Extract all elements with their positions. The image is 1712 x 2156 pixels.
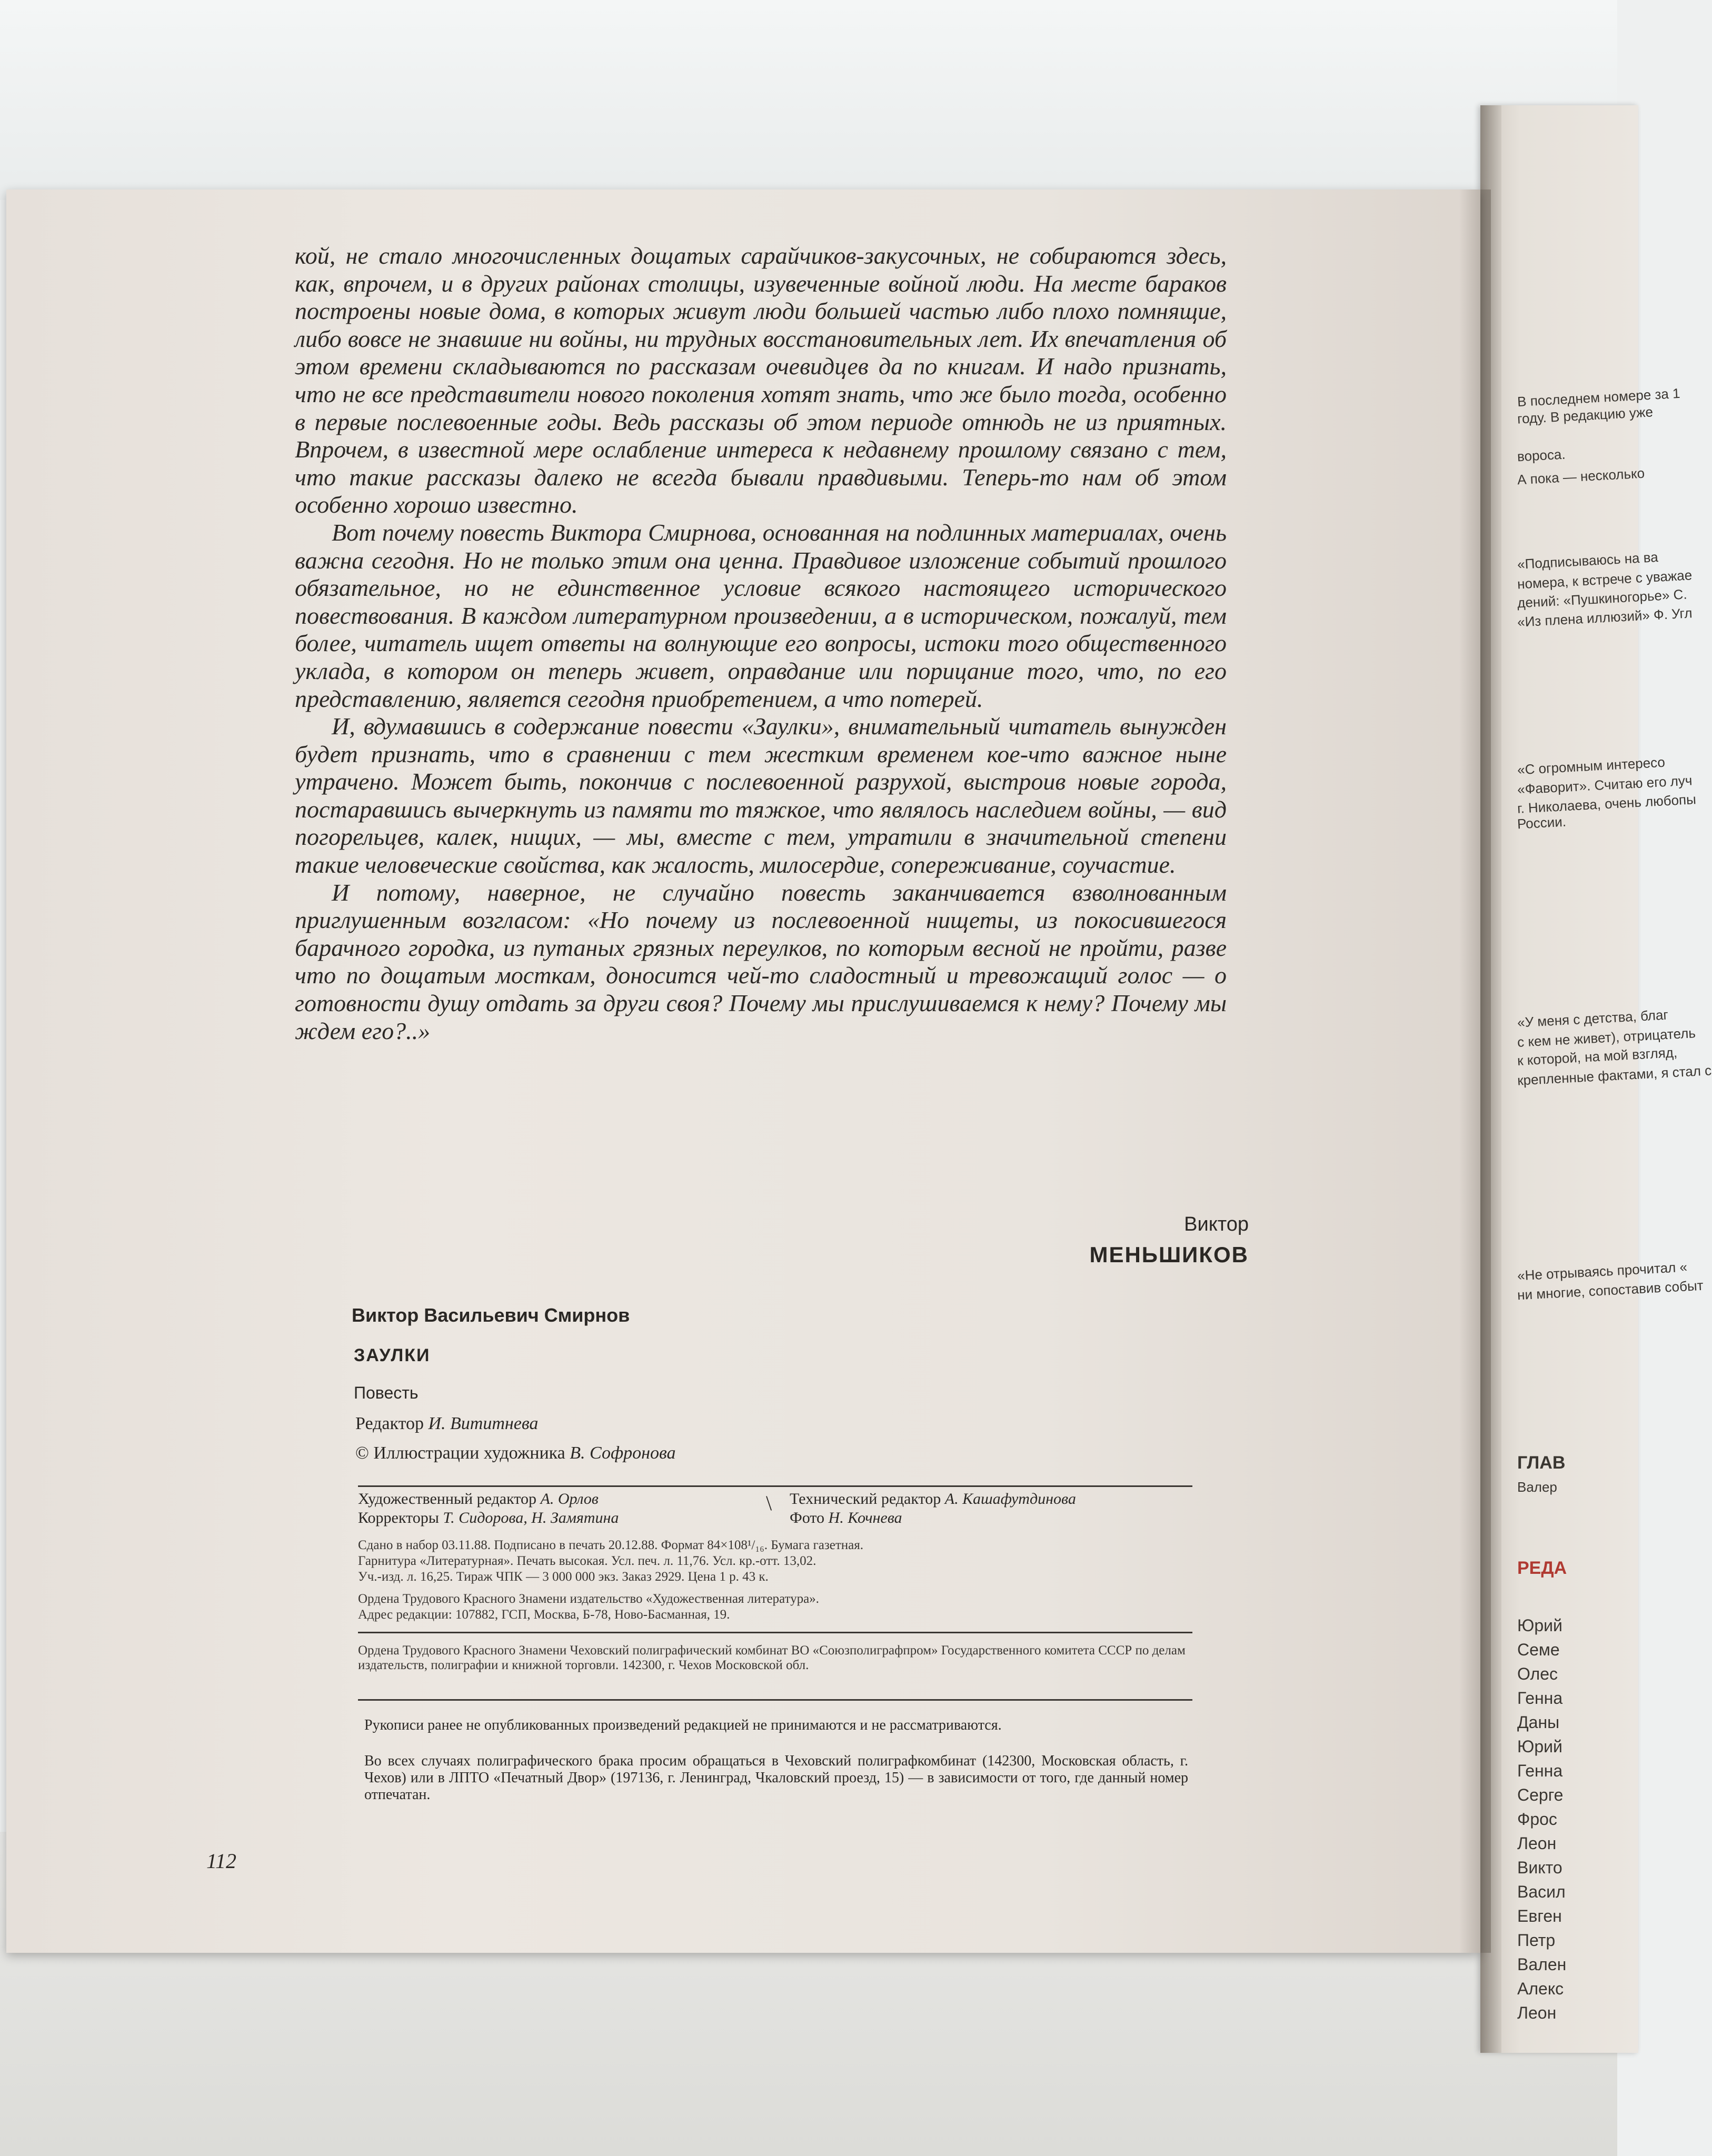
facing-page-name: Евген: [1517, 1907, 1562, 1925]
facing-page-line: к которой, на мой взгляд,: [1517, 1044, 1678, 1069]
facing-page-name: Викто: [1517, 1858, 1562, 1877]
facing-page-name: Даны: [1517, 1713, 1560, 1732]
facing-page: [1480, 105, 1712, 2053]
tech-editor-line: [790, 1490, 1076, 1509]
facing-page-name: Генна: [1517, 1689, 1563, 1708]
facing-page-line: «Из плена иллюзий» Ф. Угл: [1517, 605, 1693, 630]
background-wall: [0, 0, 1617, 200]
facing-page-line: с кем не живет), отрицатель: [1517, 1025, 1696, 1050]
illustrator-label: © Иллюстрации художника: [355, 1443, 565, 1463]
photo-label: Фото: [790, 1509, 825, 1526]
editor-label: Редактор: [355, 1414, 424, 1433]
facing-page-name: Юрий: [1517, 1737, 1562, 1756]
facing-page-name: Юрий: [1517, 1616, 1562, 1635]
proofreaders-label: Корректоры: [358, 1509, 439, 1526]
photo-line: [790, 1509, 1076, 1528]
photo-name: Н. Кочнева: [828, 1509, 902, 1526]
proofreaders-names: Т. Сидорова, Н. Замятина: [443, 1509, 619, 1526]
article-text: [295, 242, 1227, 1045]
credits-left: [358, 1490, 619, 1528]
signature-last-name: МЕНЬШИКОВ: [1089, 1242, 1249, 1267]
imprint-genre: Повесть: [354, 1383, 419, 1402]
page-gutter-shadow: [1459, 189, 1491, 1953]
imprint-editor: [355, 1414, 538, 1434]
defects-notice: Во всех случаях полиграфического брака просим обращаться в Чеховский полиграфкомбинат (142300, Московская область, г. Чехов) или в ЛПТО «Печатный Двор» (197136, г. Ленинград, Чкаловский проезд, 15) — в зависимости от того, где данный номер отпечатан.: [364, 1753, 1188, 1803]
tech-editor-label: Технический редактор: [790, 1490, 941, 1508]
facing-page-name: Фрос: [1517, 1810, 1557, 1829]
paragraph: И, вдумавшись в содержание повести «Заулки», внимательный читатель вынужден будет признать, что в сравнении с тем жестким временем кое-что важное ныне утрачено. Может быть, покончив с послевоенной разрухой, выстроив новые города, постаравшись вычеркнуть из памяти то тяжкое, что являлось наследием войны, — вид погорельцев, калек, нищих, — мы, вместе с тем, утратили в значительной степени такие человеческие свойства, как жалость, милосердие, сопереживание, соучастие.: [295, 713, 1227, 879]
facing-page-heading: РЕДА: [1517, 1558, 1567, 1578]
paragraph: И потому, наверное, не случайно повесть заканчивается взволнованным приглушенным возгласом: «Но почему из послевоенной нищеты, из покосившегося барачного городка, из путаных грязных переулков, по которым весной не пройти, разве что по дощатым мосткам, доносится чей-то сладостный и тревожащий голос — о готовности душу отдать за други своя? Почему мы прислушиваемся к нему? Почему мы ждем его?..»: [295, 879, 1227, 1044]
facing-page-name: Васил: [1517, 1882, 1566, 1901]
tech-editor-name: А. Кашафутдинова: [944, 1490, 1076, 1508]
facing-page-line: году. В редакцию уже: [1517, 404, 1654, 427]
paragraph: кой, не стало многочисленных дощатых сарайчиков-закусочных, не собираются здесь, как, впрочем, и в других районах столицы, изувеченные войной люди. На месте бараков построены новые дома, в которых живут люди большей частью либо плохо помнящие, либо вовсе не знавшие ни войны, ни трудных восстановительных лет. Их впечатления об этом времени складываются по рассказам очевидцев да по книгам. И надо признать, что не все представители нового поколения хотят знать, что же было тогда, особенно в первые послевоенные годы. Ведь рассказы об этом периоде отнюдь не из приятных. Впрочем, в известной мере ослабление интереса к недавнему прошлому связано с тем, что такие рассказы далеко не всегда бывали правдивыми. Теперь-то нам об этом особенно хорошо известно.: [295, 242, 1227, 518]
paragraph: Вот почему повесть Виктора Смирнова, основанная на подлинных материалах, очень важна сегодня. Но не только этим она ценна. Правдивое изложение событий прошлого обязательное, но не единственное условие всякого настоящего исторического повествования. В каждом литературном произведении, а в историческом, пожалуй, тем более, читатель ищет ответы на волнующие его вопросы, истоки того общественного уклада, в котором он теперь живет, оправдание или порицание того, что, по его представлению, является сегодня приобретением, а что потерей.: [295, 518, 1227, 712]
facing-page-line: «С огромным интересо: [1517, 754, 1666, 778]
tech-data-line: Уч.-изд. л. 16,25. Тираж ЧПК — 3 000 000 экз. Заказ 2929. Цена 1 р. 43 к.: [358, 1570, 769, 1584]
facing-page-line: «Подписываюсь на ва: [1517, 549, 1659, 572]
tech-data-line: Гарнитура «Литературная». Печать высокая. Усл. печ. л. 11,76. Усл. кр.-отт. 13,02.: [358, 1554, 817, 1568]
credits-right: [790, 1490, 1076, 1528]
facing-page-line: России.: [1517, 813, 1567, 832]
signature-first-name: Виктор: [1184, 1213, 1249, 1235]
facing-page-line: вороса.: [1517, 446, 1566, 465]
imprint-title: ЗАУЛКИ: [354, 1345, 431, 1365]
separator-mark: \: [766, 1491, 772, 1515]
facing-page-line: дений: «Пушкиногорье» С.: [1517, 586, 1688, 611]
facing-page-line: «У меня с детства, благ: [1517, 1006, 1669, 1031]
facing-page-line: г. Николаева, очень любопы: [1517, 791, 1697, 816]
printer-info: Ордена Трудового Красного Знамени Чеховский полиграфический комбинат ВО «Союзполиграфпром» Государственного комитета СССР по делам издательств, полиграфии и книжной торговли. 142300, г. Чехов Московской обл.: [358, 1643, 1186, 1672]
facing-page-name: Олес: [1517, 1664, 1558, 1683]
facing-page-name: Леон: [1517, 2003, 1557, 2022]
facing-page-name: Петр: [1517, 1931, 1556, 1950]
proofreaders-line: [358, 1509, 619, 1528]
divider-rule: [358, 1632, 1192, 1633]
art-editor-line: [358, 1490, 619, 1509]
facing-page-name: Серге: [1517, 1785, 1564, 1804]
facing-page-heading: ГЛАВ: [1517, 1453, 1566, 1473]
facing-page-line: В последнем номере за 1: [1517, 385, 1681, 410]
facing-page-line: «Не отрываясь прочитал «: [1517, 1259, 1688, 1284]
art-editor-name: А. Орлов: [540, 1490, 599, 1508]
imprint-illustrator: [355, 1443, 675, 1463]
art-editor-label: Художественный редактор: [358, 1490, 536, 1508]
facing-page-line: номера, к встрече с уважае: [1517, 567, 1693, 592]
address-line: Адрес редакции: 107882, ГСП, Москва, Б-78, Ново-Басманная, 19.: [358, 1608, 730, 1622]
illustrator-name: В. Софронова: [570, 1443, 676, 1463]
editor-name: И. Вититнева: [428, 1414, 539, 1433]
divider-rule: [358, 1485, 1192, 1487]
facing-page-heading-sub: Валер: [1517, 1479, 1557, 1495]
publisher-line: Ордена Трудового Красного Знамени издательство «Художественная литература».: [358, 1592, 819, 1606]
facing-page-line: ни многие, сопоставив событ: [1517, 1277, 1704, 1303]
facing-page-name: Алекс: [1517, 1979, 1564, 1998]
manuscripts-notice: Рукописи ранее не опубликованных произведений редакцией не принимаются и не рассматриваются.: [364, 1717, 1002, 1733]
imprint-author: Виктор Васильевич Смирнов: [352, 1304, 630, 1326]
facing-page-name: Вален: [1517, 1955, 1567, 1974]
facing-page-line: крепленные фактами, я стал с: [1517, 1062, 1712, 1089]
facing-page-name: Генна: [1517, 1761, 1563, 1780]
facing-page-line: «Фаворит». Считаю его луч: [1517, 772, 1693, 797]
facing-page-name: Леон: [1517, 1834, 1557, 1853]
facing-page-line: А пока — несколько: [1517, 465, 1645, 488]
tech-data-line: Сдано в набор 03.11.88. Подписано в печать 20.12.88. Формат 84×108¹/₁₆. Бумага газетная.: [358, 1538, 863, 1552]
facing-page-name: Семе: [1517, 1640, 1560, 1659]
divider-rule: [358, 1699, 1192, 1701]
page-number: 112: [206, 1849, 237, 1873]
